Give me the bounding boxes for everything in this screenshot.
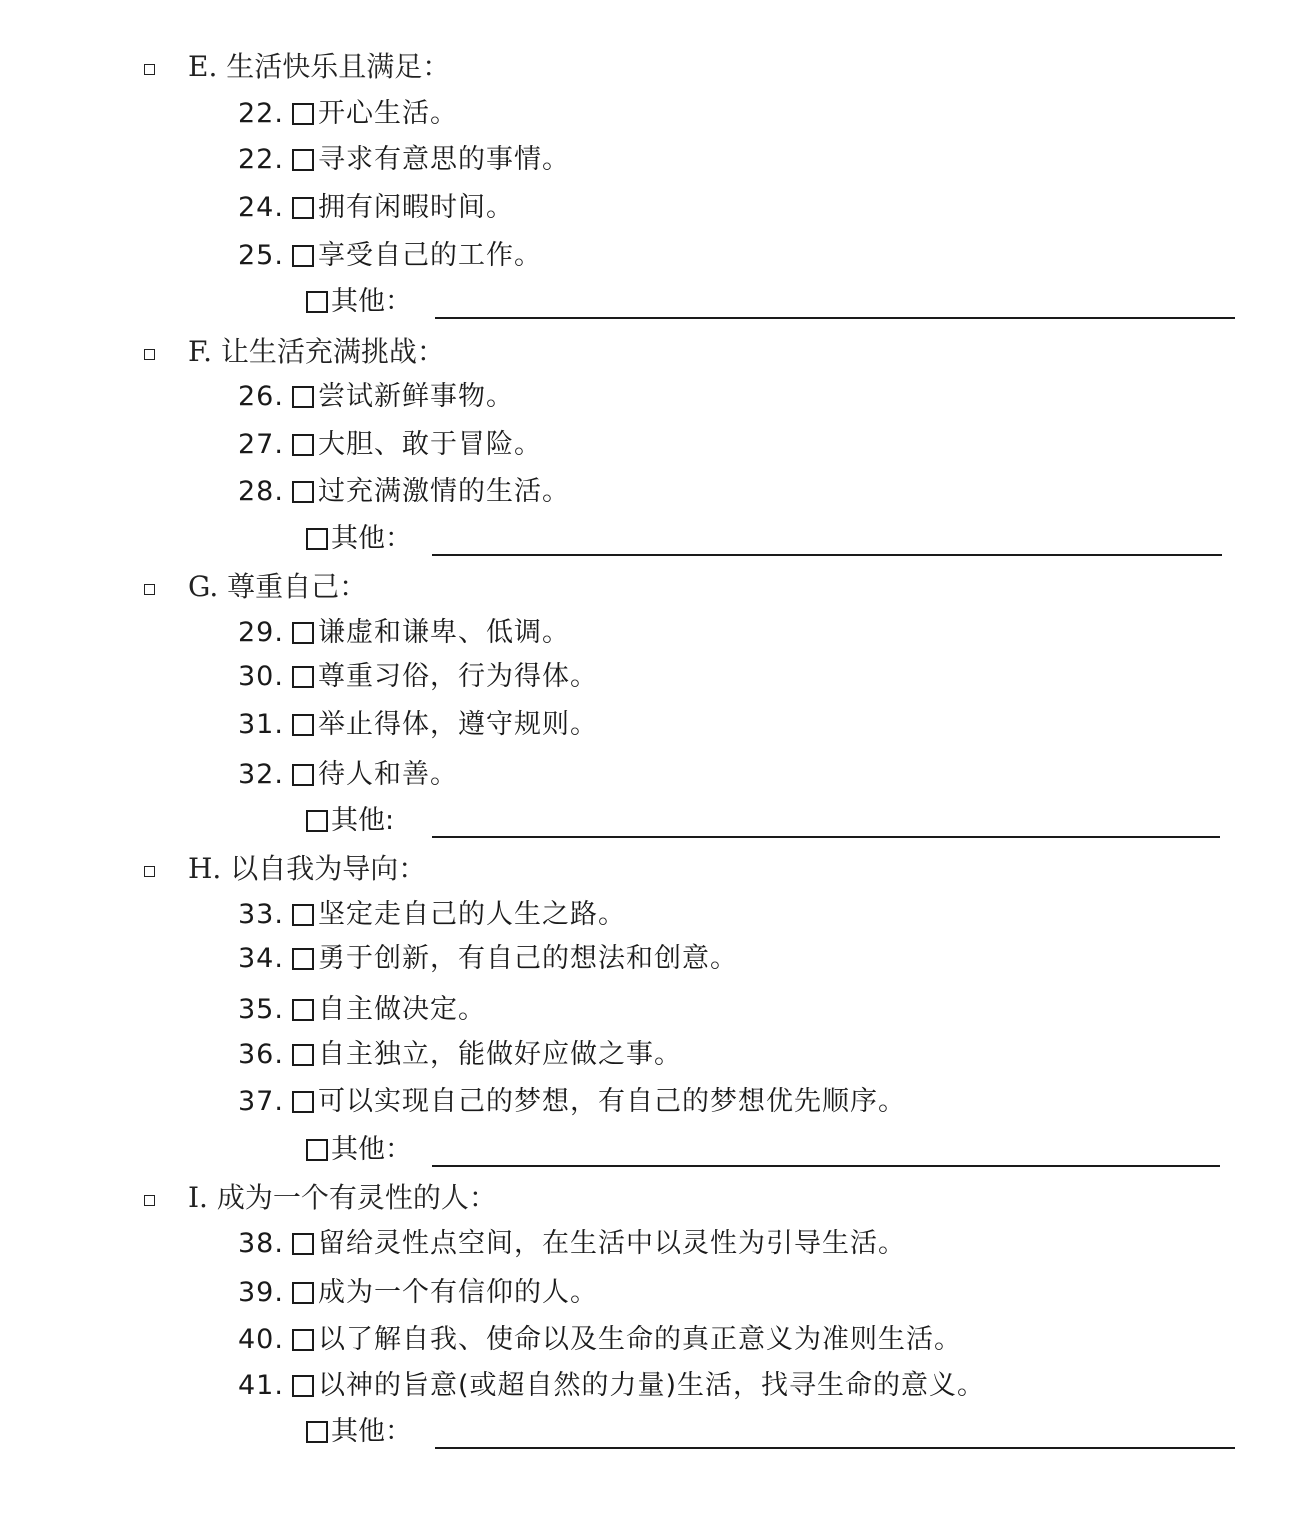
item-text: 成为一个有信仰的人。 [317,1277,598,1308]
item-checkbox[interactable] [292,622,314,644]
item-checkbox[interactable] [292,245,314,267]
item-text: 以神的旨意(或超自然的力量)生活，找寻生命的意义。 [317,1370,986,1401]
list-item [238,97,458,131]
item-number: 22. [238,144,284,175]
item-checkbox[interactable] [292,103,314,125]
item-checkbox[interactable] [292,386,314,408]
item-text: 留给灵性点空间，在生活中以灵性为引导生活。 [317,1228,906,1259]
list-item [238,1369,985,1403]
item-text: 举止得体，遵守规则。 [317,709,598,740]
list-item [238,143,570,177]
item-checkbox[interactable] [292,1233,314,1255]
item-number: 24. [238,192,284,223]
item-checkbox[interactable] [292,481,314,503]
other-option [306,522,412,556]
other-label: 其他： [331,523,412,554]
list-item [238,1323,962,1357]
section-checkbox[interactable] [144,866,155,877]
other-fill-line[interactable] [435,1447,1235,1449]
item-checkbox[interactable] [292,904,314,926]
item-checkbox[interactable] [292,1329,314,1351]
section-heading: H. 以自我为导向： [188,852,427,885]
other-option [306,804,394,838]
item-checkbox[interactable] [292,666,314,688]
item-checkbox[interactable] [292,1282,314,1304]
item-number: 22. [238,98,284,129]
list-item [238,1085,906,1119]
item-number: 26. [238,381,284,412]
item-number: 41. [238,1370,284,1401]
item-text: 大胆、敢于冒险。 [317,429,542,460]
other-label: 其他： [331,1134,412,1165]
item-number: 35. [238,994,284,1025]
item-number: 33. [238,899,284,930]
item-number: 36. [238,1039,284,1070]
list-item [238,428,542,462]
item-text: 拥有闲暇时间。 [317,192,514,223]
list-item [238,475,570,509]
item-number: 34. [238,943,284,974]
item-number: 37. [238,1086,284,1117]
other-checkbox[interactable] [306,1139,328,1161]
item-text: 开心生活。 [317,98,458,129]
other-checkbox[interactable] [306,291,328,313]
list-item [238,660,598,694]
list-item [238,1038,682,1072]
item-number: 40. [238,1324,284,1355]
list-item [238,898,626,932]
item-text: 享受自己的工作。 [317,240,542,271]
list-item [238,758,458,792]
item-number: 27. [238,429,284,460]
list-item [238,1276,598,1310]
list-item [238,993,486,1027]
item-checkbox[interactable] [292,149,314,171]
list-item [238,1227,906,1261]
list-item [238,942,738,976]
item-checkbox[interactable] [292,1091,314,1113]
section-heading: E. 生活快乐且满足： [188,50,451,83]
item-number: 39. [238,1277,284,1308]
other-option [306,1415,412,1449]
item-text: 自主做决定。 [317,994,486,1025]
other-option [306,285,412,319]
section-checkbox[interactable] [144,64,155,75]
item-text: 可以实现自己的梦想，有自己的梦想优先顺序。 [317,1086,906,1117]
item-checkbox[interactable] [292,714,314,736]
other-option [306,1133,412,1167]
other-fill-line[interactable] [432,836,1220,838]
section-heading: F. 让生活充满挑战： [188,335,445,368]
item-checkbox[interactable] [292,197,314,219]
other-label: 其他: [331,805,395,836]
item-number: 30. [238,661,284,692]
other-fill-line[interactable] [432,1165,1220,1167]
item-checkbox[interactable] [292,1044,314,1066]
other-checkbox[interactable] [306,810,328,832]
item-text: 自主独立，能做好应做之事。 [317,1039,682,1070]
section-checkbox[interactable] [144,584,155,595]
section-heading: G. 尊重自己： [188,570,368,603]
section-checkbox[interactable] [144,349,155,360]
section-heading: I. 成为一个有灵性的人： [188,1181,497,1214]
item-checkbox[interactable] [292,434,314,456]
item-text: 待人和善。 [317,759,458,790]
item-text: 寻求有意思的事情。 [317,144,570,175]
other-label: 其他： [331,1416,412,1447]
other-checkbox[interactable] [306,1421,328,1443]
item-number: 29. [238,617,284,648]
list-item [238,239,542,273]
item-text: 尝试新鲜事物。 [317,381,514,412]
other-checkbox[interactable] [306,528,328,550]
item-text: 谦虚和谦卑、低调。 [317,617,570,648]
item-number: 31. [238,709,284,740]
item-text: 尊重习俗，行为得体。 [317,661,598,692]
other-label: 其他： [331,286,412,317]
item-text: 过充满激情的生活。 [317,476,570,507]
list-item [238,708,598,742]
item-checkbox[interactable] [292,764,314,786]
item-checkbox[interactable] [292,948,314,970]
other-fill-line[interactable] [435,317,1235,319]
item-checkbox[interactable] [292,1375,314,1397]
item-number: 32. [238,759,284,790]
item-text: 坚定走自己的人生之路。 [317,899,626,930]
list-item [238,616,570,650]
item-number: 25. [238,240,284,271]
list-item [238,191,514,225]
item-text: 以了解自我、使命以及生命的真正意义为准则生活。 [317,1324,962,1355]
item-checkbox[interactable] [292,999,314,1021]
item-number: 28. [238,476,284,507]
item-text: 勇于创新，有自己的想法和创意。 [317,943,738,974]
section-checkbox[interactable] [144,1195,155,1206]
list-item [238,380,514,414]
other-fill-line[interactable] [432,554,1222,556]
item-number: 38. [238,1228,284,1259]
